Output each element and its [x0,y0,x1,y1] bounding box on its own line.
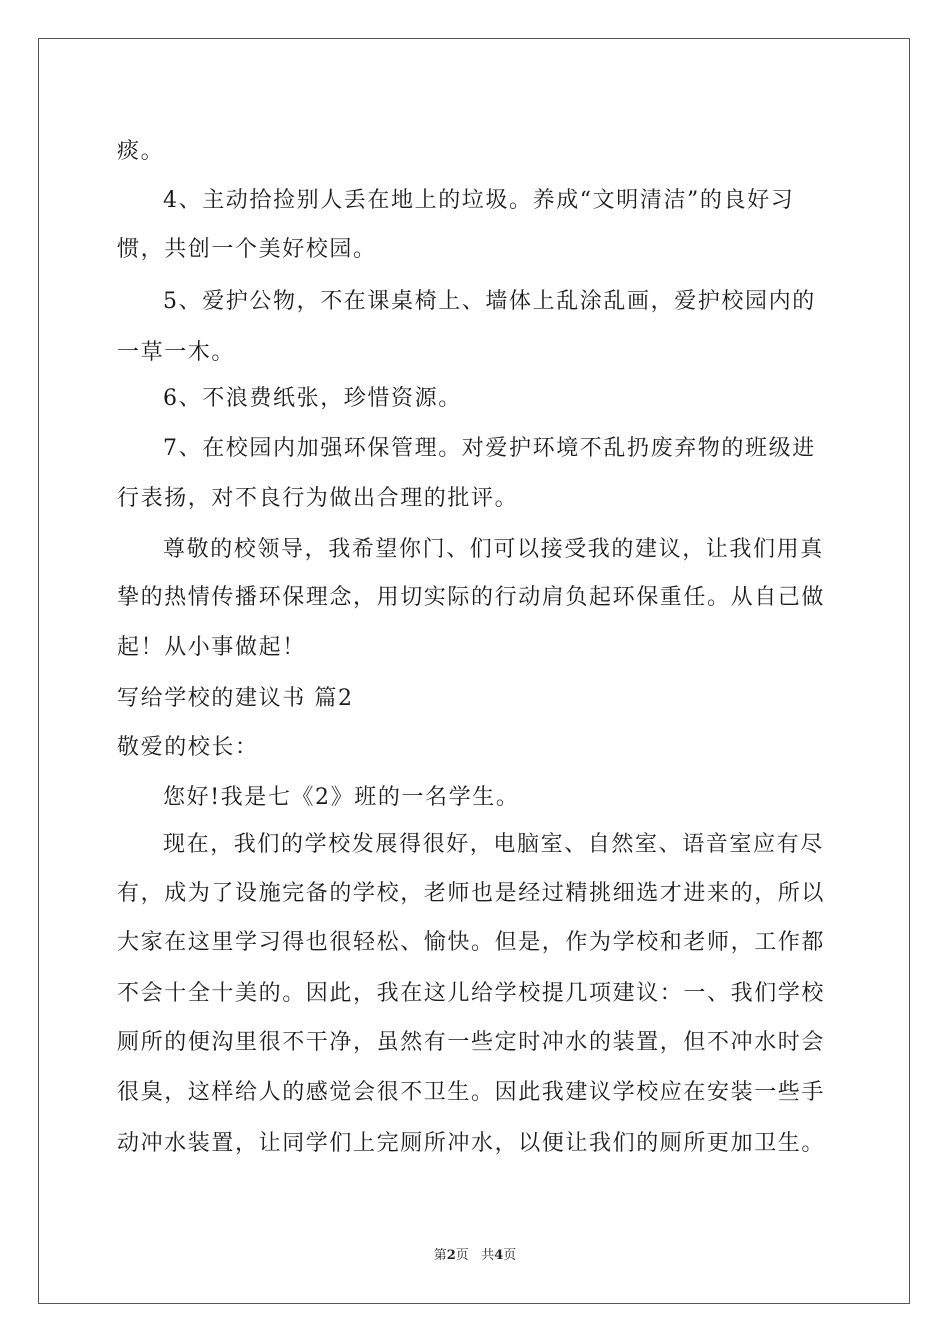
text-line: 尊敬的校领导，我希望你门、们可以接受我的建议，让我们用真 [163,537,824,562]
text-line: 一草一木。 [117,340,236,365]
total-page-number: 4 [494,1248,504,1263]
text-line: 动冲水装置，让同学们上完厕所冲水，以便让我们的厕所更加卫生。 [117,1131,826,1156]
text-line: 您好!我是七《2》班的一名学生。 [163,785,520,810]
text-line: 4、主动拾捡别人丢在地上的垃圾。养成“文明清洁”的良好习 [163,188,795,213]
salutation: 敬爱的校长： [117,735,259,760]
page-footer [0,1248,950,1264]
text-line: 厕所的便沟里很不干净，虽然有一些定时冲水的装置，但不冲水时会 [117,1030,826,1055]
text-line: 大家在这里学习得也很轻松、愉快。但是，作为学校和老师，工作都 [117,930,826,955]
section-heading: 写给学校的建议书 篇2 [117,686,354,711]
text-line: 起！从小事做起！ [117,635,306,660]
text-line: 挚的热情传播环保理念，用切实际的行动肩负起环保重任。从自己做 [117,585,826,610]
text-line: 7、在校园内加强环保管理。对爱护环境不乱扔废弃物的班级进 [163,436,816,461]
text-line: 5、爱护公物，不在课桌椅上、墙体上乱涂乱画，爱护校园内的 [163,289,816,314]
text-line: 有，成为了设施完备的学校，老师也是经过精挑细选才进来的，所以 [117,881,826,906]
text-line: 现在，我们的学校发展得很好，电脑室、自然室、语音室应有尽 [163,832,824,857]
text-line: 惯，共创一个美好校园。 [117,237,377,262]
text-line: 痰。 [117,139,165,164]
text-line: 不会十全十美的。因此，我在这儿给学校提几项建议：一、我们学校 [117,981,826,1006]
footer-mid: 页 共 [455,1248,495,1263]
footer-prefix: 第 [433,1248,447,1263]
text-line: 6、不浪费纸张，珍惜资源。 [163,386,462,411]
footer-suffix: 页 [503,1248,517,1263]
page-border [38,38,910,1304]
current-page-number: 2 [446,1248,456,1263]
text-line: 行表扬，对不良行为做出合理的批评。 [117,486,519,511]
text-line: 很臭，这样给人的感觉会很不卫生。因此我建议学校应在安装一些手 [117,1080,826,1105]
